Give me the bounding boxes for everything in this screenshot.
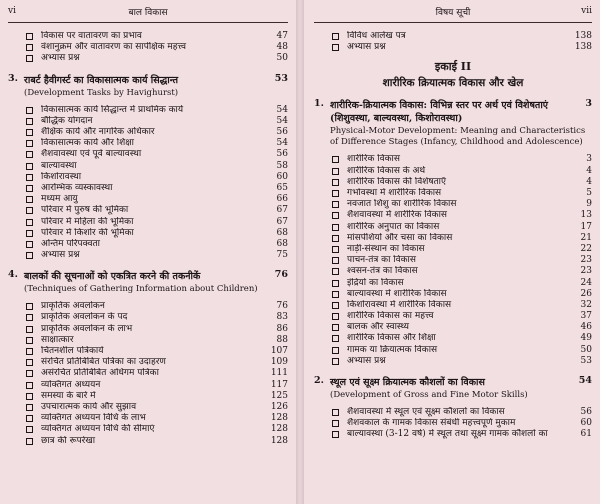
toc-entry[interactable]: परिवार में किशोर की भूमिका 68	[8, 228, 288, 239]
toc-entry[interactable]: बाल्यावस्था (3-12 वर्ष) में स्थूल तथा सूक्ष्म गामक कौशलों का 61	[314, 429, 592, 440]
bullet-box-icon	[26, 55, 33, 62]
toc-section-heading[interactable]: 1. शारीरिक-क्रियात्मक विकास: विभिन्न स्तर पर अर्थ एवं विशेषताएं (शिशुवस्था, बाल्यवस्था, किशोरावस्था) 3	[314, 98, 592, 125]
toc-entry[interactable]: साक्षात्कार 88	[8, 335, 288, 346]
right-page-number: vii	[581, 6, 592, 16]
left-page	[0, 0, 296, 504]
section-english-title: (Development Tasks by Havighurst)	[24, 87, 179, 98]
bullet-box-icon	[26, 129, 33, 136]
bullet-box-icon	[26, 326, 33, 333]
bullet-box-icon	[26, 303, 33, 310]
toc-section-heading[interactable]: 3. राबर्ट हैवीगर्स्ट का विकासात्मक कार्य सिद्धान्त 53	[8, 72, 288, 86]
bullet-box-icon	[26, 163, 33, 170]
toc-entry[interactable]: शारीरिक विकास के अर्थ 4	[314, 166, 592, 177]
toc-entry[interactable]: शैशवकाल के गामक विकास संबंधी महत्त्वपूर्ण मुकाम 60	[314, 418, 592, 429]
bullet-box-icon	[26, 438, 33, 445]
toc-entry[interactable]: अभ्यास प्रश्न 75	[8, 250, 288, 261]
bullet-box-icon	[332, 190, 339, 197]
bullet-box-icon	[26, 185, 33, 192]
bullet-box-icon	[26, 207, 33, 214]
bullet-box-icon	[26, 140, 33, 147]
bullet-box-icon	[26, 252, 33, 259]
toc-entry[interactable]: चिंतनशील पत्रिकायें 107	[8, 346, 288, 357]
bullet-box-icon	[26, 151, 33, 158]
toc-entry[interactable]: नाड़ी-संस्थान का विकास 22	[314, 244, 592, 255]
bullet-box-icon	[26, 404, 33, 411]
toc-entry[interactable]: गर्भावस्था में शारीरिक विकास 5	[314, 188, 592, 199]
toc-entry[interactable]: व्यक्तिगत अध्ययन विधि के लाभ 128	[8, 413, 288, 424]
bullet-box-icon	[332, 33, 339, 40]
right-header-title: विषय सूची	[435, 7, 471, 18]
toc-entry[interactable]: विकासात्मक कार्य और शिक्षा 54	[8, 138, 288, 149]
toc-entry[interactable]: छात्र की रूपरेखा 128	[8, 435, 288, 446]
toc-entry[interactable]: शैशवावस्था में शारीरिक विकास 13	[314, 210, 592, 221]
bullet-box-icon	[26, 314, 33, 321]
bullet-box-icon	[332, 358, 339, 365]
bullet-box-icon	[332, 431, 339, 438]
bullet-box-icon	[332, 409, 339, 416]
toc-entry[interactable]: शारीरिक विकास का महत्त्व 37	[314, 311, 592, 322]
bullet-box-icon	[26, 359, 33, 366]
toc-entry[interactable]: किशोरावस्था में शारीरिक विकास 32	[314, 300, 592, 311]
section-english-title: (Development of Gross and Fine Motor Skills)	[330, 389, 528, 400]
bullet-box-icon	[332, 347, 339, 354]
left-header-title: बाल विकास	[128, 7, 168, 18]
bullet-box-icon	[332, 235, 339, 242]
toc-entry[interactable]: गामक या क्रियात्मक विकास 50	[314, 345, 592, 356]
toc-entry[interactable]: शारीरिक अनुपात का विकास 17	[314, 222, 592, 233]
toc-entry[interactable]: बाल्यावस्था 58	[8, 161, 288, 172]
bullet-box-icon	[26, 174, 33, 181]
toc-entry[interactable]: अभ्यास प्रश्न 53	[314, 356, 592, 367]
section4-entries	[8, 301, 288, 446]
bullet-box-icon	[332, 246, 339, 253]
toc-entry[interactable]: शारीरिक विकास 3	[314, 154, 592, 165]
toc-entry[interactable]: विविध आलेख पत्र 138	[314, 31, 592, 42]
toc-entry[interactable]: बाल्यावस्था में शारीरिक विकास 26	[314, 289, 592, 300]
bullet-box-icon	[26, 415, 33, 422]
toc-entry[interactable]: शैक्षिक कार्य और नागरिक अधिकार 56	[8, 127, 288, 138]
bullet-box-icon	[332, 179, 339, 186]
toc-entry[interactable]: विकास पर वातावरण का प्रभाव 47	[8, 31, 288, 42]
bullet-box-icon	[332, 168, 339, 175]
bullet-box-icon	[332, 201, 339, 208]
bullet-box-icon	[332, 313, 339, 320]
toc-entry[interactable]: संरचित प्रतिबिंबित पत्रिका का उदाहरण 109	[8, 357, 288, 368]
bullet-box-icon	[332, 224, 339, 231]
toc-entry[interactable]: व्यक्तिगत अध्ययन विधि की सीमाएं 128	[8, 424, 288, 435]
bullet-box-icon	[26, 230, 33, 237]
toc-entry[interactable]: आरम्भिक व्यस्कावस्था 65	[8, 183, 288, 194]
section-english-title: Physical-Motor Development: Meaning and Characteristics of Difference Stages (Infancy, Childhood and Adolescence)	[330, 126, 586, 148]
left-running-header	[8, 0, 288, 23]
bullet-box-icon	[26, 33, 33, 40]
bullet-box-icon	[332, 302, 339, 309]
bullet-box-icon	[26, 382, 33, 389]
bullet-box-icon	[332, 324, 339, 331]
toc-entry[interactable]: विकासात्मक कार्य सिद्धान्त में प्राथमिक कार्य 54	[8, 105, 288, 116]
toc-entry[interactable]: वंशानुक्रम और वातावरण का सापेक्षिक महत्त्व 48	[8, 42, 288, 53]
toc-section-heading[interactable]: 4. बालकों की सूचनाओं को एकत्रित करने की तकनीकें 76	[8, 269, 288, 283]
bullet-box-icon	[332, 420, 339, 427]
bullet-box-icon	[26, 219, 33, 226]
book-gutter	[296, 0, 304, 504]
toc-entry[interactable]: मांसपेशियों और चसा का विकास 21	[314, 233, 592, 244]
toc-entry[interactable]: बालक और स्वास्थ्य 46	[314, 322, 592, 333]
left-page-number: vi	[8, 6, 16, 16]
toc-entry[interactable]: नवजात शिशु का शारीरिक विकास 9	[314, 199, 592, 210]
bullet-box-icon	[26, 393, 33, 400]
section-english-title: (Techniques of Gathering Information about Children)	[24, 284, 258, 295]
right-running-header	[314, 0, 592, 23]
bullet-box-icon	[332, 335, 339, 342]
toc-entry[interactable]: इंद्रियों का विकास 24	[314, 277, 592, 288]
bullet-box-icon	[26, 241, 33, 248]
bullet-box-icon	[332, 44, 339, 51]
toc-entry[interactable]: शैशवावस्था एवं पूर्व बाल्यावस्था 56	[8, 149, 288, 160]
right-page	[304, 0, 600, 504]
section2-entries	[314, 407, 592, 441]
toc-entry[interactable]: शैशवावस्था में स्थूल एवं सूक्ष्म कौशलों का विकास 56	[314, 407, 592, 418]
bullet-box-icon	[332, 212, 339, 219]
toc-entry[interactable]: परिवार में पुरुष की भूमिका 67	[8, 205, 288, 216]
unit-label: इकाई II	[434, 60, 472, 74]
toc-entry[interactable]: श्वसन-तंत्र का विकास 23	[314, 266, 592, 277]
bullet-box-icon	[332, 280, 339, 287]
toc-entry[interactable]: परिवार में महिला की भूमिका 67	[8, 216, 288, 227]
bullet-box-icon	[26, 118, 33, 125]
toc-entry[interactable]: उपचारात्मक कार्य और सुझाव 126	[8, 402, 288, 413]
section1-entries	[314, 154, 592, 367]
section3-entries	[8, 105, 288, 262]
toc-entry[interactable]: अभ्यास प्रश्न 138	[314, 42, 592, 53]
toc-entry[interactable]: प्राकृतिक अवलोकन के लाभ 86	[8, 324, 288, 335]
toc-entry[interactable]: असंरचित प्रतिबिंबित अधिगम पत्रिका 111	[8, 368, 288, 379]
toc-entry[interactable]: समस्या के बारे में 125	[8, 391, 288, 402]
toc-entry[interactable]: अभ्यास प्रश्न 50	[8, 53, 288, 64]
toc-entry[interactable]: किशोरावस्था 60	[8, 172, 288, 183]
toc-entry[interactable]: प्राकृतिक अवलोकन के पद 83	[8, 312, 288, 323]
toc-entry[interactable]: शारीरिक विकास और शिक्षा 49	[314, 333, 592, 344]
bullet-box-icon	[26, 44, 33, 51]
toc-entry[interactable]: प्राकृतिक अवलोकन 76	[8, 301, 288, 312]
toc-entry[interactable]: अन्तिम परिपक्वता 68	[8, 239, 288, 250]
toc-section-heading[interactable]: 2. स्थूल एवं सूक्ष्म क्रियात्मक कौशलों का विकास 54	[314, 374, 592, 388]
right-top-entries	[314, 31, 592, 53]
bullet-box-icon	[26, 196, 33, 203]
bullet-box-icon	[26, 337, 33, 344]
toc-entry[interactable]: पाचन-तंत्र का विकास 23	[314, 255, 592, 266]
toc-entry[interactable]: मध्यम आयु 66	[8, 194, 288, 205]
bullet-box-icon	[332, 156, 339, 163]
bullet-box-icon	[332, 268, 339, 275]
bullet-box-icon	[26, 370, 33, 377]
bullet-box-icon	[26, 107, 33, 114]
unit-title: शारीरिक क्रियात्मक विकास और खेल	[382, 77, 524, 90]
left-top-entries	[8, 31, 288, 65]
toc-entry[interactable]: व्यक्तिगत अध्ययन 117	[8, 380, 288, 391]
bullet-box-icon	[26, 348, 33, 355]
toc-entry[interactable]: शारीरिक विकास की विशेषताएँ 4	[314, 177, 592, 188]
bullet-box-icon	[332, 257, 339, 264]
toc-entry[interactable]: बौद्धिक योगदान 54	[8, 116, 288, 127]
bullet-box-icon	[332, 291, 339, 298]
bullet-box-icon	[26, 426, 33, 433]
